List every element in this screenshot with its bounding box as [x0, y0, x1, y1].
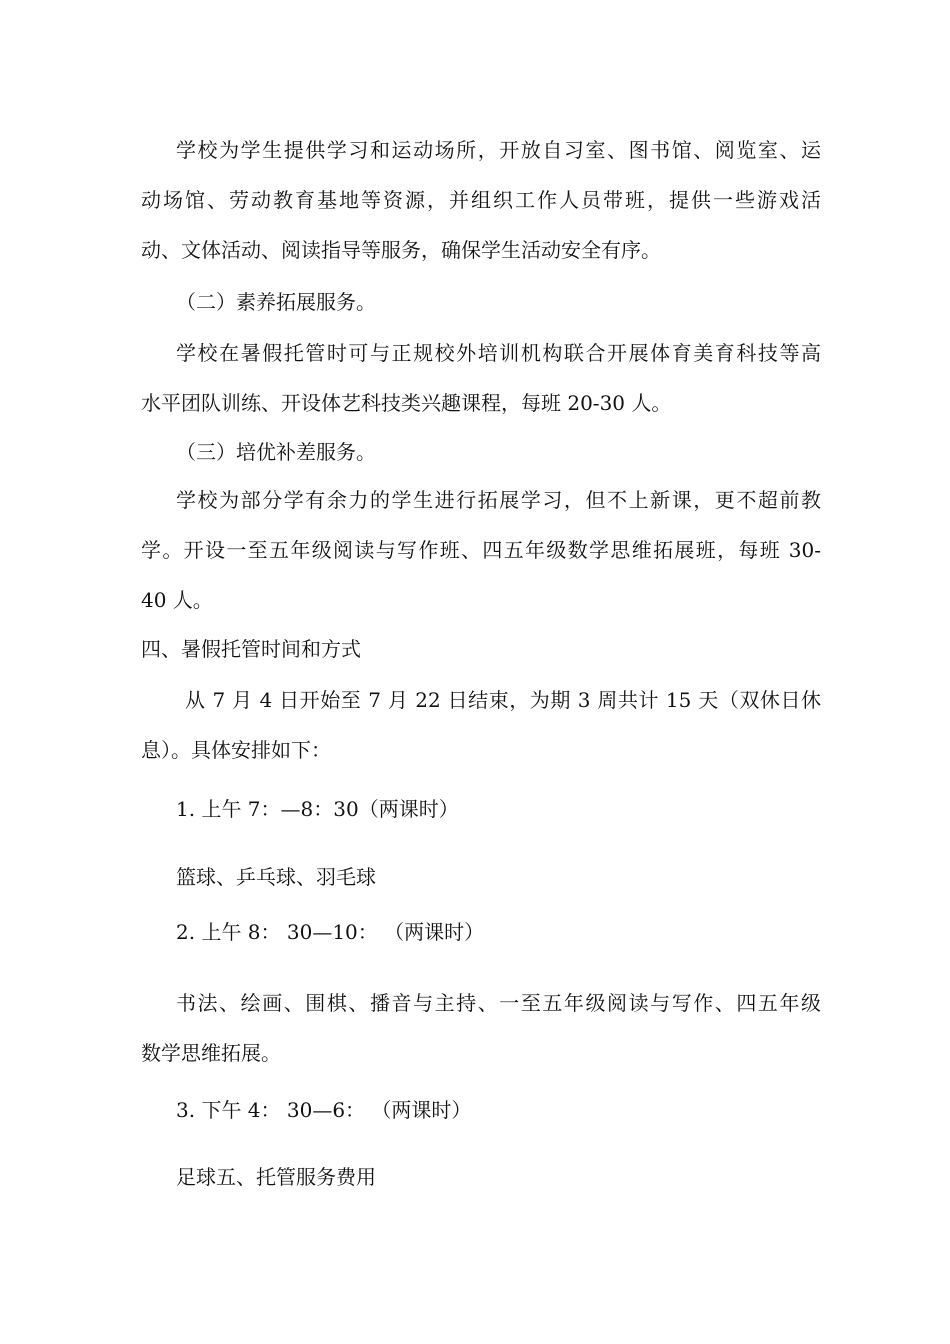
paragraph-line: 动、文体活动、阅读指导等服务，确保学生活动安全有序。 [141, 238, 661, 262]
paragraph-line: 水平团队训练、开设体艺科技类兴趣课程，每班 20-30 人。 [141, 391, 672, 415]
schedule-item: 2. 上午 8： 30—10： （两课时） [176, 920, 485, 944]
paragraph-line: 学。开设一至五年级阅读与写作班、四五年级数学思维拓展班，每班 30- [141, 538, 821, 562]
paragraph-line: 学校为部分学有余力的学生进行拓展学习，但不上新课，更不超前教 [176, 488, 821, 512]
paragraph-line: 学校为学生提供学习和运动场所，开放自习室、图书馆、阅览室、运 [176, 138, 821, 162]
schedule-activities: 篮球、乒乓球、羽毛球 [176, 865, 376, 889]
schedule-item: 3. 下午 4： 30—6： （两课时） [176, 1098, 472, 1122]
schedule-activities: 足球五、托管服务费用 [176, 1165, 376, 1189]
schedule-activities: 书法、绘画、围棋、播音与主持、一至五年级阅读与写作、四五年级 [176, 991, 821, 1015]
paragraph-line: 息）。具体安排如下： [141, 738, 331, 762]
paragraph-line: 学校在暑假托管时可与正规校外培训机构联合开展体育美育科技等高 [176, 341, 821, 365]
section-heading: （三）培优补差服务。 [176, 440, 376, 464]
schedule-item: 1. 上午 7：—8：30（两课时） [176, 797, 459, 821]
paragraph-line: 动场馆、劳动教育基地等资源，并组织工作人员带班，提供一些游戏活 [141, 188, 821, 212]
paragraph-line: 40 人。 [141, 588, 213, 612]
chapter-heading: 四、暑假托管时间和方式 [141, 637, 361, 661]
paragraph-line: 从 7 月 4 日开始至 7 月 22 日结束，为期 3 周共计 15 天（双休日休 [185, 688, 821, 712]
schedule-activities: 数学思维拓展。 [141, 1041, 281, 1065]
section-heading: （二）素养拓展服务。 [176, 290, 376, 314]
